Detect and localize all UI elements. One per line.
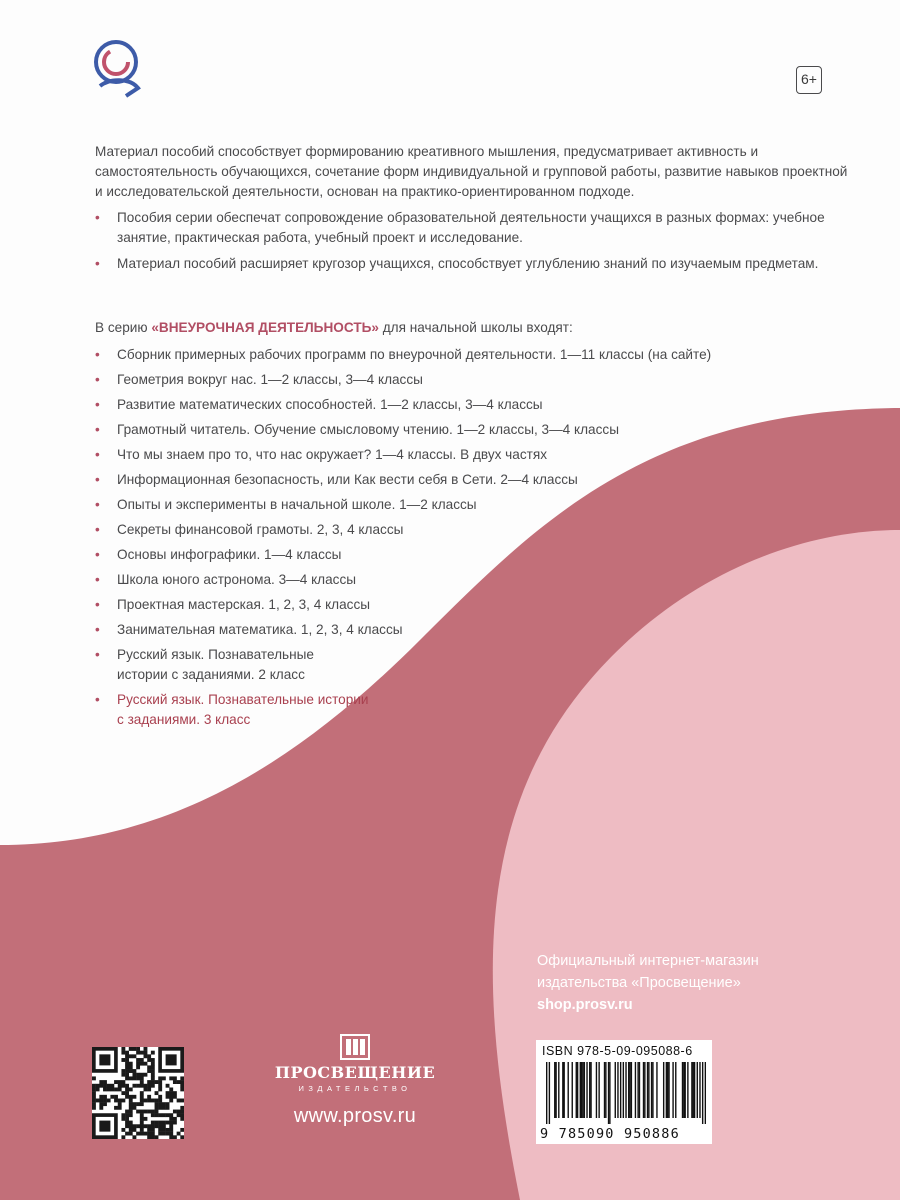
shop-url-link[interactable]: shop.prosv.ru	[537, 997, 633, 1013]
series-section	[95, 318, 855, 735]
isbn-label: ISBN 978-5-09-095088-6	[542, 1044, 693, 1058]
publisher-name: ПРОСВЕЩЕНИЕ	[274, 1063, 436, 1082]
series-heading	[95, 318, 855, 338]
circled-c-logo-icon	[90, 38, 146, 98]
list-item: • Информационная безопасность, или Как вести себя в Сети. 2—4 классы	[95, 470, 855, 490]
series-heading-suffix: для начальной школы входят:	[382, 320, 573, 335]
intro-paragraph: Материал пособий способствует формированию креативного мышления, предусматривает активность и самостоятельность обучающихся, сочетание форм индивидуальной и групповой работы, развитие навыков проектной и исследовательской деятельности, основан на практико-ориентированном подходе.	[95, 144, 848, 199]
publisher-series-logo	[90, 38, 146, 98]
list-item: • Секреты финансовой грамоты. 2, 3, 4 классы	[95, 520, 855, 540]
intro-section	[95, 142, 855, 280]
age-rating-badge: 6+	[796, 66, 822, 94]
publisher-website-link[interactable]: www.prosv.ru	[293, 1105, 417, 1127]
list-item-line: Русский язык. Познавательные истории	[117, 692, 369, 707]
shop-line: Официальный интернет-магазин	[537, 953, 759, 969]
list-item: • Что мы знаем про то, что нас окружает? 1—4 классы. В двух частях	[95, 445, 855, 465]
qr-code[interactable]	[92, 1047, 184, 1139]
list-item-line: Русский язык. Познавательные	[117, 647, 314, 662]
intro-bullet: • Материал пособий расширяет кругозор учащихся, способствует углублению знаний по изучаемым предметам.	[95, 254, 855, 274]
list-item: • Сборник примерных рабочих программ по внеурочной деятельности. 1—11 классы (на сайте)	[95, 345, 855, 365]
list-item: • Занимательная математика. 1, 2, 3, 4 классы	[95, 620, 855, 640]
qr-code-icon	[92, 1047, 184, 1139]
isbn-barcode-box	[536, 1040, 712, 1144]
series-heading-prefix: В серию	[95, 320, 148, 335]
list-item: • Проектная мастерская. 1, 2, 3, 4 классы	[95, 595, 855, 615]
prosveshchenie-emblem-icon	[340, 1034, 370, 1060]
shop-info	[537, 950, 759, 1016]
list-item-line: истории с заданиями. 2 класс	[117, 667, 305, 682]
list-item	[95, 645, 855, 685]
series-list	[95, 345, 855, 730]
shop-line: издательства «Просвещение»	[537, 975, 741, 991]
list-item: • Геометрия вокруг нас. 1—2 классы, 3—4 классы	[95, 370, 855, 390]
isbn-digits: 9 785090 950886	[540, 1126, 680, 1142]
list-item-line: с заданиями. 3 класс	[117, 712, 251, 727]
publisher-subtitle: ИЗДАТЕЛЬСТВО	[298, 1084, 412, 1093]
intro-bullet: • Пособия серии обеспечат сопровождение образовательной деятельности учащихся в разных формах: учебное занятие, практическая работа, учебный проект и исследование.	[95, 208, 855, 248]
barcode	[546, 1062, 706, 1124]
list-item: • Основы инфографики. 1—4 классы	[95, 545, 855, 565]
list-item: • Школа юного астронома. 3—4 классы	[95, 570, 855, 590]
list-item: • Грамотный читатель. Обучение смысловому чтению. 1—2 классы, 3—4 классы	[95, 420, 855, 440]
list-item-current	[95, 690, 855, 730]
list-item: • Опыты и эксперименты в начальной школе. 1—2 классы	[95, 495, 855, 515]
list-item: • Развитие математических способностей. 1—2 классы, 3—4 классы	[95, 395, 855, 415]
publisher-block	[274, 1034, 436, 1128]
series-name: «ВНЕУРОЧНАЯ ДЕЯТЕЛЬНОСТЬ»	[151, 320, 379, 335]
